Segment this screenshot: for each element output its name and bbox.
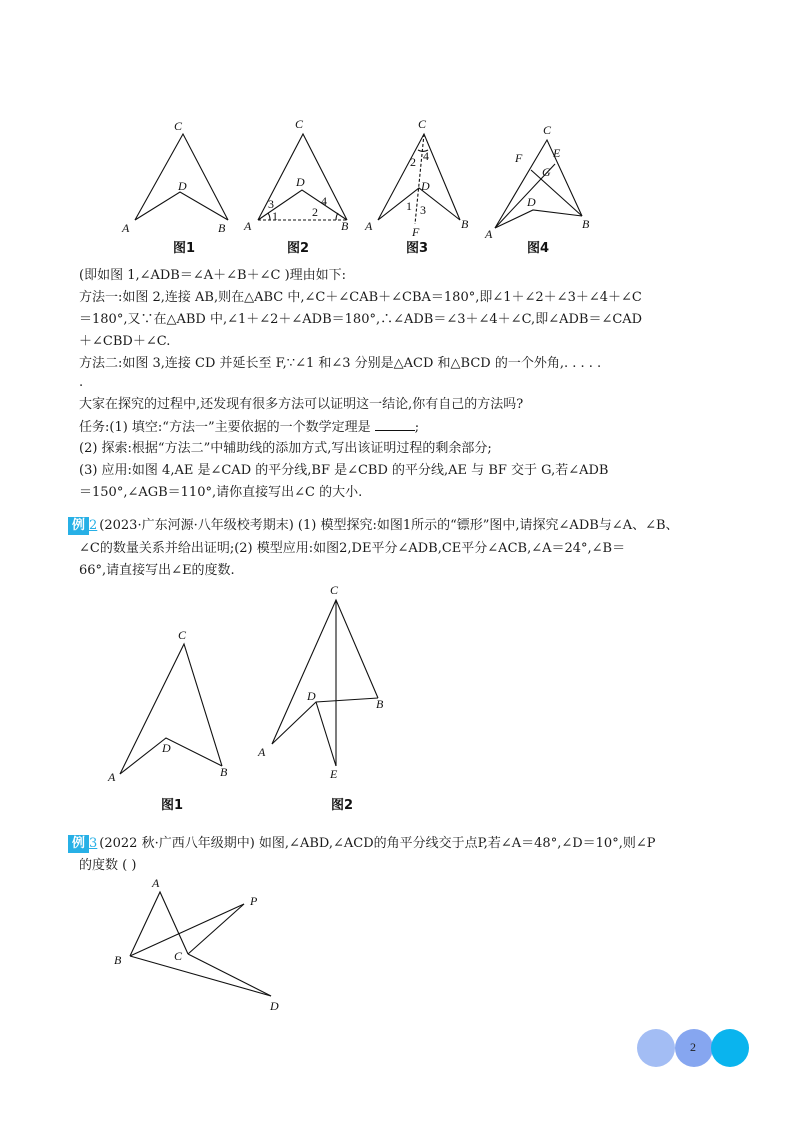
fig3-label-A: A [365, 219, 373, 233]
example2-number: 2 [89, 518, 98, 533]
fig3-label-F: F [412, 225, 420, 239]
fig3-angle-4: 4 [423, 149, 429, 163]
ex2-fig2-label-A: A [258, 745, 266, 759]
example2-line-3: 66°,请直接写出∠E的度数. [79, 563, 235, 578]
fig2-label-A: A [244, 219, 252, 233]
ex2-fig1-label-B: B [220, 765, 228, 779]
fig3-angle-1: 1 [406, 199, 412, 213]
top-figures-svg [110, 112, 630, 257]
fig1-label-C: C [174, 119, 183, 133]
fig2-angle-1: 1 [272, 209, 278, 223]
figure-1 [135, 134, 228, 220]
fig2-angle-3: 3 [268, 197, 274, 211]
ex2-fig2-label-E: E [330, 767, 338, 781]
example3-figure [108, 874, 298, 1014]
fig1-label-D: D [178, 179, 187, 193]
answer-blank[interactable] [375, 417, 415, 431]
fig4-label-C: C [543, 123, 552, 137]
figure-4 [495, 140, 582, 228]
ex2-fig1-label-C: C [178, 628, 187, 642]
ex2-fig2-label-C: C [330, 583, 339, 597]
example2-figures [100, 578, 420, 818]
ex2-fig2-label-D: D [307, 689, 316, 703]
ex3-label-P: P [250, 894, 258, 908]
fig3-label-B: B [461, 217, 469, 231]
example3-line-1 [68, 834, 655, 854]
example2-figure-2 [272, 600, 378, 766]
ex3-label-B: B [114, 953, 122, 967]
ex2-fig1-label-A: A [108, 770, 116, 784]
fig1-label-B: B [218, 221, 226, 235]
example3-line-2: 的度数 ( ) [79, 858, 137, 873]
ex3-label-C: C [174, 949, 183, 963]
example2-line-1 [68, 516, 679, 536]
fig3-caption: 图3 [406, 241, 429, 256]
fig2-angle-4: 4 [321, 194, 327, 208]
example2-text-1: (2023·广东河源·八年级校考期末) (1) 模型探究:如图1所示的“镖形”图中,请探究∠ADB与∠A、∠B、 [99, 518, 679, 533]
ex3-label-A: A [152, 876, 160, 890]
text-line-7: 大家在探究的过程中,还发现有很多方法可以证明这一结论,你有自己的方法吗? [79, 397, 524, 412]
fig2-label-B: B [341, 219, 349, 233]
fig1-label-A: A [122, 221, 130, 235]
top-figures [110, 112, 630, 257]
fig2-caption: 图2 [287, 241, 310, 256]
task-line-1 [79, 417, 419, 438]
text-line-3: ＝180°,又∵在△ABD 中,∠1＋∠2＋∠ADB＝180°,∴∠ADB＝∠3＋∠4＋∠C,即∠ADB＝∠CAD [79, 312, 643, 327]
task-1-text: 任务:(1) 填空:“方法一”主要依据的一个数学定理是 [79, 420, 371, 435]
fig4-label-E: E [553, 146, 561, 160]
example3-tag: 例 [68, 835, 89, 853]
text-line-1: (即如图 1,∠ADB＝∠A＋∠B＋∠C )理由如下: [79, 268, 347, 283]
fig3-label-D: D [421, 179, 430, 193]
fig3-angle-3: 3 [420, 203, 426, 217]
ex2-fig2-caption: 图2 [331, 798, 354, 813]
text-line-4: ＋∠CBD＋∠C. [79, 334, 171, 349]
example2-tag: 例 [68, 517, 89, 535]
task-line-3: (3) 应用:如图 4,AE 是∠CAD 的平分线,BF 是∠CBD 的平分线,AE 与 BF 交于 G,若∠ADB [79, 463, 609, 478]
example2-figure-1 [120, 644, 222, 774]
example3-number: 3 [89, 836, 98, 851]
text-line-5: 方法二:如图 3,连接 CD 并延长至 F,∵∠1 和∠3 分别是△ACD 和△BCD 的一个外角,. . . . . [79, 356, 602, 371]
example2-line-2: ∠C的数量关系并给出证明;(2) 模型应用:如图2,DE平分∠ADB,CE平分∠ACB,∠A＝24°,∠B＝ [79, 541, 626, 556]
fig2-label-D: D [296, 175, 305, 189]
fig3-angle-2: 2 [410, 155, 416, 169]
fig4-caption: 图4 [527, 241, 550, 256]
fig2-label-C: C [295, 117, 304, 131]
ex2-fig2-label-B: B [376, 697, 384, 711]
fig2-angle-2: 2 [312, 205, 318, 219]
fig4-label-G: G [542, 165, 551, 179]
text-line-6: . [79, 375, 84, 390]
task-1-suffix: ; [414, 420, 420, 435]
footer-circle-right [711, 1029, 749, 1067]
footer-circle-left [637, 1029, 675, 1067]
task-line-4: ＝150°,∠AGB＝110°,请你直接写出∠C 的大小. [79, 485, 363, 500]
fig4-label-A: A [485, 227, 493, 241]
ex3-label-D: D [270, 999, 279, 1013]
example3-figure-svg [108, 874, 298, 1014]
fig4-label-D: D [527, 195, 536, 209]
example3-text-1: (2022 秋·广西八年级期中) 如图,∠ABD,∠ACD的角平分线交于点P,若∠A＝48°,∠D＝10°,则∠P [99, 836, 656, 851]
fig3-label-C: C [418, 117, 427, 131]
fig4-label-F: F [515, 151, 523, 165]
fig4-label-B: B [582, 217, 590, 231]
text-line-2: 方法一:如图 2,连接 AB,则在△ABC 中,∠C＋∠CAB＋∠CBA＝180°,即∠1＋∠2＋∠3＋∠4＋∠C [79, 290, 642, 305]
page-number: 2 [690, 1040, 696, 1054]
fig1-caption: 图1 [173, 241, 196, 256]
figure-3 [378, 134, 460, 224]
example2-figures-svg [100, 578, 420, 818]
ex2-fig1-caption: 图1 [161, 798, 184, 813]
task-line-2: (2) 探索:根据“方法二”中辅助线的添加方式,写出该证明过程的剩余部分; [79, 441, 492, 456]
ex2-fig1-label-D: D [162, 741, 171, 755]
